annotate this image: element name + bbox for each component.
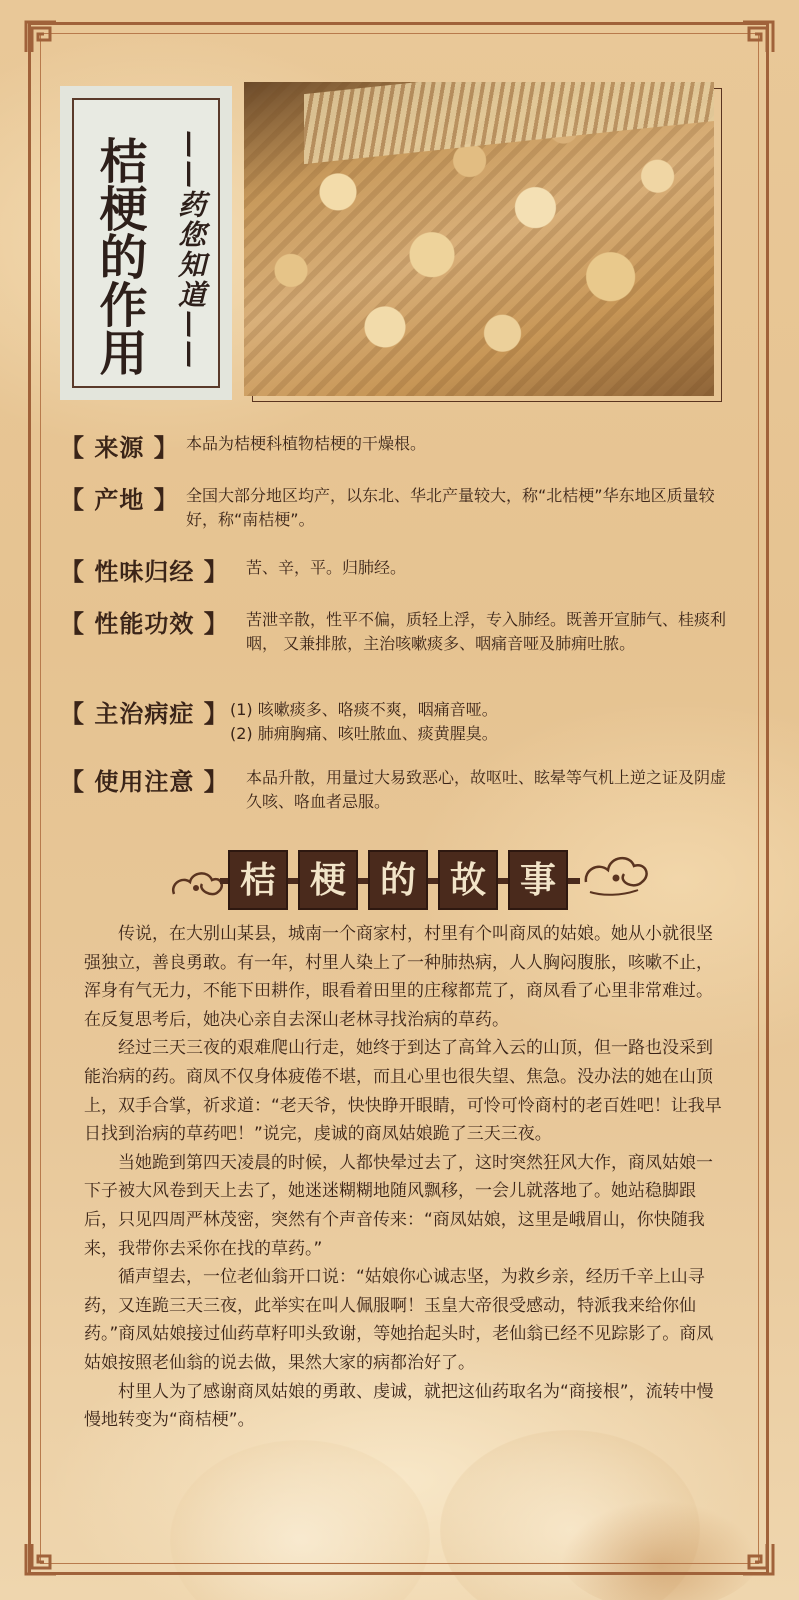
cloud-left-icon <box>168 864 228 904</box>
cautions-text: 本品升散，用量过大易致恶心，故呕吐、眩晕等气机上逆之证及阴虚久咳、咯血者忌服。 <box>246 768 727 811</box>
title-card <box>60 86 232 400</box>
story-paragraph-5: 村里人为了感谢商凤姑娘的勇敢、虔诚，就把这仙药取名为“商接根”，流转中慢慢地转变为“商桔梗”。 <box>84 1381 714 1431</box>
corner-ornament-icon <box>741 18 777 54</box>
story-tile-4: 故 <box>438 850 498 910</box>
story-paragraph-4: 循声望去，一位老仙翁开口说：“姑娘你心诚志坚，为救乡亲，经历千辛上山寻药，又连跪三天三夜，此举实在叫人佩服啊！玉皇大帝很受感动，特派我来给你仙药。”商凤姑娘接过仙药草籽叩头致谢，等她抬起头时，老仙翁已经不见踪影了。商凤姑娘按照老仙翁的说去做，果然大家的病都治好了。 <box>84 1267 714 1373</box>
indications-line-2: (2) 肺痈胸痛、咳吐脓血、痰黄腥臭。 <box>230 724 498 743</box>
platycodon-slices-image <box>244 82 714 396</box>
bamboo-basket <box>304 82 714 164</box>
info-taste <box>60 552 740 588</box>
indications-label: 【 主治病症 】 <box>60 699 229 728</box>
info-efficacy <box>60 604 740 684</box>
source-label: 【 来源 】 <box>60 433 179 462</box>
herb-photo <box>244 82 722 402</box>
info-origin <box>60 480 740 540</box>
corner-ornament-icon <box>22 1542 58 1578</box>
story-tile-1: 桔 <box>228 850 288 910</box>
story-body <box>84 920 724 1435</box>
cloud-right-icon <box>582 852 652 902</box>
story-paragraph-3: 当她跪到第四天凌晨的时候，人都快晕过去了，这时突然狂风大作，商凤姑娘一下子被大风卷到天上去了，她迷迷糊糊地随风飘移，一会儿就落地了。她站稳脚跟后，只见四周严林茂密，突然有个声音传来：“商凤姑娘，这里是峨眉山，你快随我来，我带你去采你在找的草药。” <box>84 1152 713 1259</box>
page-title: 桔梗的作用 <box>91 136 147 376</box>
efficacy-label: 【 性能功效 】 <box>60 609 229 638</box>
indications-line-1: (1) 咳嗽痰多、咯痰不爽，咽痛音哑。 <box>230 700 498 719</box>
origin-label: 【 产地 】 <box>60 485 179 514</box>
story-tile-3: 的 <box>368 850 428 910</box>
corner-ornament-icon <box>22 18 58 54</box>
story-banner <box>220 850 580 912</box>
corner-ornament-icon <box>741 1542 777 1578</box>
info-indications <box>60 694 740 750</box>
origin-text: 全国大部分地区均产，以东北、华北产量较大，称“北桔梗”华东地区质量较好，称“南桔梗”。 <box>186 486 715 529</box>
page-subtitle: ——药您知道—— <box>174 130 207 370</box>
info-cautions <box>60 762 740 818</box>
story-tile-2: 梗 <box>298 850 358 910</box>
source-text: 本品为桔梗科植物桔梗的干燥根。 <box>186 434 427 453</box>
taste-label: 【 性味归经 】 <box>60 557 229 586</box>
cautions-label: 【 使用注意 】 <box>60 767 229 796</box>
efficacy-text: 苦泄辛散，性平不偏，质轻上浮，专入肺经。既善开宣肺气、桂痰利咽， 又兼排脓，主治咳嗽痰多、咽痛音哑及肺痈吐脓。 <box>246 610 727 653</box>
info-source <box>60 428 740 464</box>
story-tile-5: 事 <box>508 850 568 910</box>
taste-text: 苦、辛，平。归肺经。 <box>246 558 407 577</box>
story-paragraph-1: 传说，在大别山某县，城南一个商家村，村里有个叫商凤的姑娘。她从小就很坚强独立，善良勇敢。有一年，村里人染上了一种肺热病，人人胸闷腹胀，咳嗽不止，浑身有气无力，不能下田耕作，眼看着田里的庄稼都荒了，商凤看了心里非常难过。在反复思考后，她决心亲自去深山老林寻找治病的草药。 <box>84 924 713 1030</box>
story-paragraph-2: 经过三天三夜的艰难爬山行走，她终于到达了高耸入云的山顶，但一路也没采到能治病的药。商凤不仅身体疲倦不堪，而且心里也很失望、焦急。没办法的她在山顶上，双手合掌，祈求道：“老天爷，快快睁开眼睛，可怜可怜商村的老百姓吧！让我早日找到治病的草药吧！”说完，虔诚的商凤姑娘跪了三天三夜。 <box>84 1038 722 1145</box>
story-header <box>168 846 648 916</box>
